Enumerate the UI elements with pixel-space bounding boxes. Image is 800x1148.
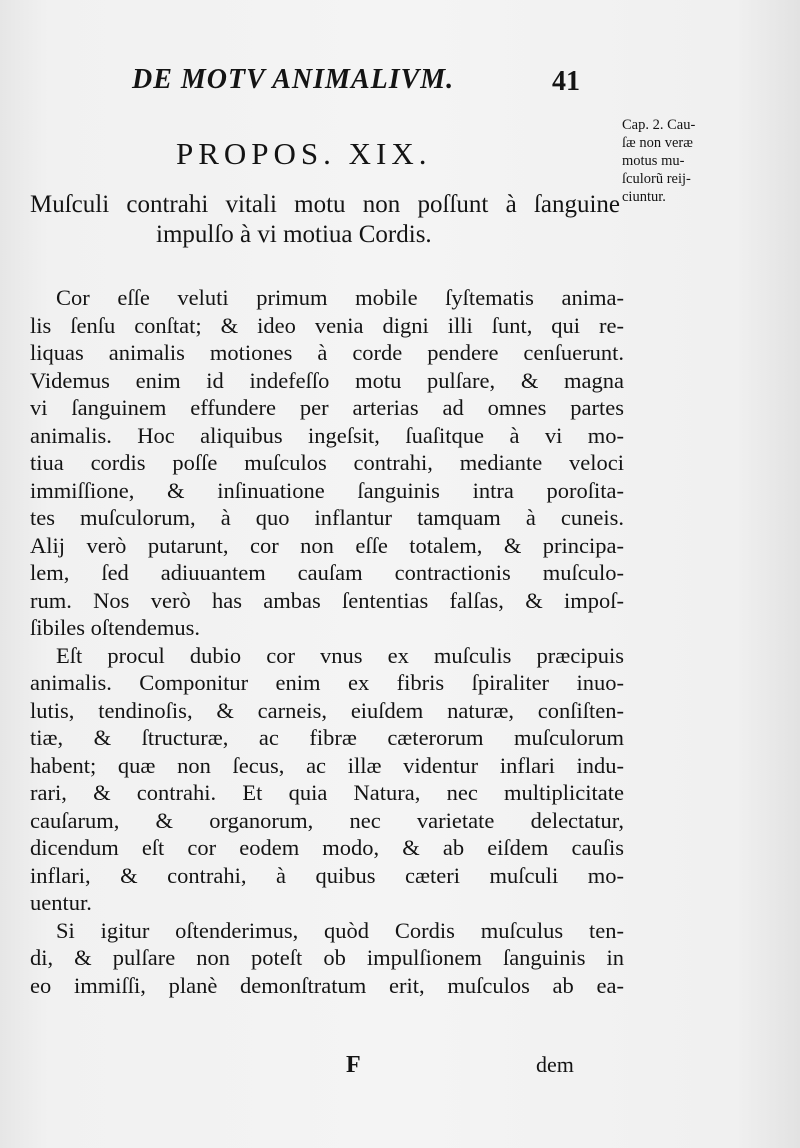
catchword: dem: [536, 1052, 574, 1077]
text-line: eo immiſſi, planè demonſtratum erit, muſculos ab ea-: [30, 972, 624, 998]
text-line: habent; quæ non ſecus, ac illæ videntur inflari indu-: [30, 752, 624, 778]
proposition-title-line: impulſo à vi motiua Cordis.: [156, 221, 432, 248]
text-line: ſibiles oſtendemus.: [30, 615, 200, 640]
text-line: animalis. Componitur enim ex fibris ſpiraliter inuo-: [30, 670, 624, 695]
text-line: tiæ, & ſtructuræ, ac fibræ cæterorum muſculorum: [30, 725, 624, 750]
text-line: Cor eſſe veluti primum mobile ſyſtematis anima-: [56, 285, 624, 310]
text-line: liquas animalis motiones à corde pendere cenſuerunt.: [30, 340, 624, 365]
text-line: dicendum eſt cor eodem modo, & ab eiſdem cauſis: [30, 835, 624, 860]
body-text: [30, 284, 624, 999]
text-line: tes muſculorum, à quo inflantur tamquam à cuneis.: [30, 505, 624, 530]
text-line: rum. Nos verò has ambas ſententias falſas, & impoſ-: [30, 587, 624, 613]
text-line: lutis, tendinoſis, & carneis, eiuſdem naturæ, conſiſten-: [30, 697, 624, 723]
proposition-heading: PROPOS. XIX.: [176, 136, 432, 171]
text-line: immiſſione, & inſinuatione ſanguinis intra poroſita-: [30, 477, 624, 503]
text-line: animalis. Hoc aliquibus ingeſsit, ſuaſitque à vi mo-: [30, 422, 624, 448]
text-line: tiua cordis poſſe muſculos contrahi, mediante veloci: [30, 450, 624, 475]
text-line: cauſarum, & organorum, nec varietate delectatur,: [30, 807, 624, 833]
proposition-title: [30, 190, 620, 250]
text-line: uentur.: [30, 890, 92, 915]
signature-mark: F: [346, 1052, 361, 1078]
text-line: Videmus enim id indefeſſo motu pulſare, & magna: [30, 367, 624, 393]
text-line: rari, & contrahi. Et quia Natura, nec multiplicitate: [30, 780, 624, 805]
page-number: 41: [552, 66, 580, 97]
proposition-title-line: Muſculi contrahi vitali motu non poſſunt à ſanguine: [30, 191, 620, 218]
margin-note-line: ſculorũ reij-: [622, 171, 691, 187]
margin-note-line: Cap. 2. Cau-: [622, 117, 696, 133]
margin-note-line: motus mu-: [622, 153, 685, 169]
running-head: DE MOTV ANIMALIVM.: [132, 64, 455, 95]
text-line: Alij verò putarunt, cor non eſſe totalem, & principa-: [30, 532, 624, 558]
margin-note: [622, 116, 742, 206]
text-line: inflari, & contrahi, à quibus cæteri muſculi mo-: [30, 862, 624, 888]
text-line: Eſt procul dubio cor vnus ex muſculis præcipuis: [56, 642, 624, 668]
text-line: lis ſenſu conſtat; & ideo venia digni illi ſunt, qui re-: [30, 312, 624, 338]
margin-note-line: ſæ non veræ: [622, 135, 693, 151]
text-line: Si igitur oſtenderimus, quòd Cordis muſculus ten-: [56, 917, 624, 943]
text-line: vi ſanguinem effundere per arterias ad omnes partes: [30, 395, 624, 420]
text-line: lem, ſed adiuuantem cauſam contractionis muſculo-: [30, 560, 624, 585]
text-line: di, & pulſare non poteſt ob impulſionem ſanguinis in: [30, 945, 624, 970]
margin-note-line: ciuntur.: [622, 189, 666, 205]
